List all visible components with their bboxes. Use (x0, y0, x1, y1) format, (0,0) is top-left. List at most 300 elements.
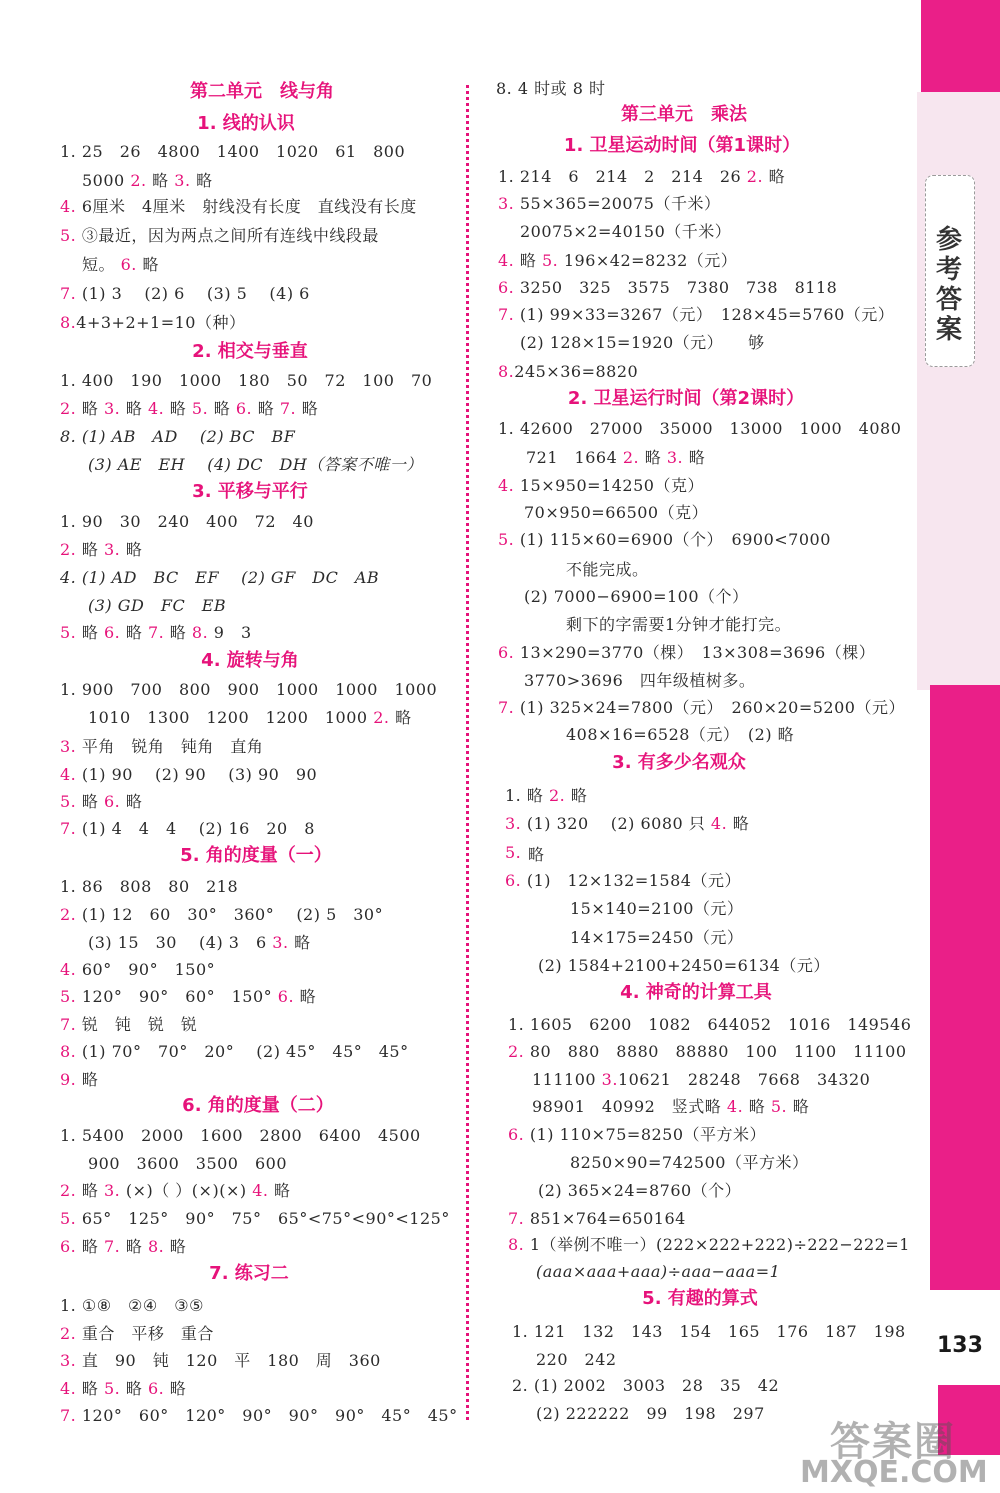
answer-line (566, 615, 791, 635)
answer-line (538, 956, 830, 976)
answer-line (60, 540, 142, 560)
answer-line (60, 568, 379, 588)
answer-line (512, 1322, 906, 1342)
section-title: 3. 有多少名观众 (612, 752, 746, 773)
answer-text: (1) 12×132=1584（元） (526, 871, 741, 890)
question-number: 6. (235, 399, 253, 418)
answer-text: 9 3 (213, 623, 252, 642)
question-number: 5. (60, 623, 77, 642)
answer-text: (2) 1584+2100+2450=6134（元） (538, 956, 830, 975)
answer-text: 65° 125° 90° 75° 65°<75°<90°<125° (81, 1209, 450, 1228)
answer-text: (1) 70° 70° 20° (2) 45° 45° 45° (81, 1042, 409, 1061)
question-number: 5. (60, 1209, 77, 1228)
answer-line (60, 1351, 381, 1371)
answer-line (570, 1153, 808, 1173)
answer-line (505, 843, 521, 863)
answer-text: 略 (125, 623, 143, 642)
answer-text: (2) 365×24=8760（个） (538, 1181, 742, 1200)
answer-line (60, 371, 432, 391)
answer-text: 220 242 (536, 1350, 617, 1369)
answer-line (60, 1209, 450, 1229)
answer-text: 略 (81, 1237, 99, 1256)
question-number: 3. (103, 399, 121, 418)
answer-text: 15×140=2100（元） (570, 899, 744, 918)
answer-line (496, 79, 605, 99)
side-tab-band-lower (930, 685, 1000, 1290)
page-number: 133 (937, 1333, 983, 1358)
answer-text: (1) 3 (2) 6 (3) 5 (4) 6 (81, 284, 310, 303)
answer-text: 1. (60, 512, 82, 531)
answer-line (60, 512, 314, 532)
answer-text: 略 (196, 171, 213, 190)
answer-line (508, 1125, 766, 1145)
answer-text: 120° 90° 60° 150° (81, 987, 273, 1006)
answer-text: 略 (274, 1181, 291, 1200)
answer-text: (3) AE EH (4) DC DH（答案不唯一） (88, 455, 423, 474)
answer-line (60, 1126, 421, 1146)
section-title: 4. 旋转与角 (201, 650, 299, 671)
question-number: 6. (508, 1125, 525, 1144)
answer-line (508, 1235, 910, 1255)
answer-text: 196×42=8232（元） (563, 251, 738, 270)
answer-line (528, 845, 545, 865)
answer-text: 直 90 钝 120 平 180 周 360 (81, 1351, 381, 1370)
answer-text: 略 (81, 792, 99, 811)
answer-text: (1) 99×33=3267（元） 128×45=5760（元） (519, 305, 895, 324)
answer-text: (1) 4 4 4 (2) 16 20 8 (81, 819, 315, 838)
question-number: 2. (548, 786, 566, 805)
question-number: 3. (272, 933, 289, 952)
question-number: 3. (103, 1181, 121, 1200)
answer-text: 1. (60, 680, 82, 699)
question-number: 3. (103, 540, 121, 559)
answer-line (505, 786, 587, 806)
answer-text: 4 时或 8 时 (517, 79, 606, 98)
answer-line (508, 1015, 911, 1035)
answer-text: 略 (570, 786, 588, 805)
question-number: 2. (60, 1324, 77, 1343)
question-number: 3. (60, 1351, 77, 1370)
section-title: 1. 卫星运动时间（第1课时） (563, 135, 801, 156)
answer-text: 6厘米 4厘米 射线没有长度 直线没有长度 (81, 197, 417, 216)
question-number: 3. (498, 194, 515, 213)
question-number: 2. (508, 1042, 525, 1061)
answer-text: 略 (125, 1237, 143, 1256)
question-number: 7. (103, 1237, 121, 1256)
answer-text: 721 1664 (526, 448, 618, 467)
answer-line (60, 737, 263, 757)
answer-text: 略 (169, 399, 187, 418)
answer-text: 略 (169, 1237, 187, 1256)
answer-text: 13×290=3770（棵） 13×308=3696（棵） (519, 643, 876, 662)
answer-text: 略 (169, 1379, 187, 1398)
answer-line (498, 362, 638, 382)
answer-text: 4. (60, 568, 82, 587)
question-number: 5. (541, 251, 559, 270)
answer-text: 5000 (82, 171, 125, 190)
answer-line (532, 1070, 870, 1090)
answer-text: (aaa×aaa+aaa)÷aaa−aaa=1 (536, 1262, 781, 1281)
answer-text: 略 (125, 1379, 143, 1398)
section-title: 6. 角的度量（二） (182, 1095, 334, 1116)
answer-line (520, 222, 731, 242)
question-number: 8. (60, 1042, 77, 1061)
section-title: 2. 相交与垂直 (192, 341, 308, 362)
side-tab-label: 参考答案 (935, 225, 962, 345)
question-number: 7. (498, 305, 515, 324)
question-number: 5. (60, 792, 77, 811)
section-title: 1. 线的认识 (197, 113, 295, 134)
question-number: 2. (60, 905, 77, 924)
answer-text: 1. (505, 786, 527, 805)
answer-line (88, 933, 311, 953)
question-number: 2. (130, 171, 147, 190)
answer-line (88, 708, 412, 728)
answer-text: 略 (528, 845, 545, 864)
question-number: 5. (60, 987, 77, 1006)
question-number: 9. (60, 1070, 77, 1089)
answer-text: 90 30 240 400 72 40 (81, 512, 314, 531)
answer-line (60, 877, 238, 897)
answer-text: 略 (526, 786, 544, 805)
answer-line (505, 871, 741, 891)
answer-text: 1. (60, 1296, 82, 1315)
answer-text: 42600 27000 35000 13000 1000 4080 (519, 419, 902, 438)
question-number: 2. (622, 448, 640, 467)
question-number: 7. (508, 1209, 525, 1228)
answer-text: 平角 锐角 钝角 直角 (81, 737, 264, 756)
answer-text: (1) 320 (2) 6080 只 (526, 814, 706, 833)
answer-line (566, 725, 794, 745)
answer-text: 245×36=8820 (514, 362, 639, 381)
answer-text: 1. (60, 1126, 82, 1145)
question-number: 2. (746, 167, 764, 186)
answer-text: 1. (512, 1322, 534, 1341)
question-number: 6. (147, 1379, 165, 1398)
answer-text: 略 (169, 623, 187, 642)
answer-text: 3770>3696 四年级植树多。 (524, 671, 756, 690)
question-number: 4. (147, 399, 165, 418)
answer-text: 略 (213, 399, 231, 418)
answer-text: 略 (125, 399, 143, 418)
answer-text: 略 (142, 255, 159, 274)
question-number: 5. (60, 226, 77, 245)
answer-line (60, 960, 215, 980)
answer-line (498, 167, 785, 187)
question-number: 4. (710, 814, 728, 833)
answer-text: 略 (81, 1181, 99, 1200)
answer-line (536, 1350, 617, 1370)
answer-text: 851×764=650164 (529, 1209, 686, 1228)
answer-line (60, 1324, 214, 1344)
answer-line (60, 765, 317, 785)
answer-line (60, 1237, 186, 1257)
answer-text: (2) 7000−6900=100（个） (524, 587, 749, 606)
answer-line (498, 419, 901, 439)
answer-line (60, 313, 245, 333)
question-number: 6. (120, 255, 137, 274)
answer-line (498, 476, 704, 496)
answer-line (60, 427, 295, 447)
answer-text: (1) 12 60 30° 360° (2) 5 30° (81, 905, 384, 924)
answer-text: 1（举例不唯一）(222×222+222)÷222−222=1 (529, 1235, 910, 1254)
answer-text: 略 (81, 1379, 99, 1398)
answer-text: 略 (748, 1097, 766, 1116)
answer-text: 900 3600 3500 600 (88, 1154, 288, 1173)
answer-text: 略 (299, 987, 317, 1006)
watermark-logo: 答案圈 (830, 1419, 956, 1465)
question-number: 6. (498, 643, 515, 662)
answer-line (60, 1070, 98, 1090)
answer-line (570, 899, 743, 919)
answer-text: 重合 平移 重合 (81, 1324, 214, 1343)
answer-text: 1. (498, 167, 520, 186)
question-number: 4. (726, 1097, 744, 1116)
answer-text: 1. (60, 371, 82, 390)
question-number: 8. (191, 623, 209, 642)
question-number: 4. (252, 1181, 269, 1200)
answer-text: 5400 2000 1600 2800 6400 4500 (81, 1126, 421, 1145)
unit-title: 第二单元 线与角 (190, 81, 334, 102)
answer-text: 短。 (82, 255, 116, 274)
answer-line (505, 814, 749, 834)
question-number: 6. (277, 987, 295, 1006)
answer-line (524, 587, 749, 607)
question-number: 7. (498, 698, 515, 717)
question-number: 6. (103, 623, 121, 642)
answer-text: 98901 40992 竖式略 (532, 1097, 722, 1116)
question-number: 7. (60, 284, 77, 303)
question-number: 6. (60, 1237, 77, 1256)
answer-text: 8250×90=742500（平方米） (570, 1153, 809, 1172)
answer-text: (1) 2002 3003 28 35 42 (533, 1376, 780, 1395)
question-number: 3. (60, 737, 77, 756)
answer-text: (2) 128×15=1920（元） 够 (520, 333, 765, 352)
answer-text: 1. (60, 142, 82, 161)
question-number: 8. (508, 1235, 525, 1254)
answer-text: 1010 1300 1200 1200 1000 (88, 708, 368, 727)
answer-text: 略 (152, 171, 169, 190)
question-number: 5. (498, 530, 515, 549)
answer-line (60, 1406, 458, 1426)
question-number: 6. (498, 278, 515, 297)
question-number: 3. (601, 1070, 618, 1089)
answer-line (60, 905, 383, 925)
answer-text: (2) 222222 99 198 297 (536, 1404, 765, 1423)
answer-text: (1) AB AD (2) BC BF (81, 427, 296, 446)
question-number: 5. (505, 843, 522, 862)
question-number: 7. (60, 819, 77, 838)
question-number: 4. (60, 1379, 77, 1398)
answer-text: 略 (519, 251, 537, 270)
answer-text: 2. (512, 1376, 534, 1395)
answer-line (538, 1181, 741, 1201)
answer-line (498, 698, 905, 718)
answer-line (508, 1042, 907, 1062)
answer-text: (3) GD FC EB (88, 596, 227, 615)
answer-line (88, 1154, 287, 1174)
answer-line (60, 680, 437, 700)
question-number: 2. (60, 540, 77, 559)
answer-text: 120° 60° 120° 90° 90° 90° 45° 45° (81, 1406, 458, 1425)
answer-line (524, 503, 708, 523)
answer-line (526, 448, 705, 468)
answer-text: 略 (688, 448, 706, 467)
question-number: 8. (60, 313, 77, 332)
answer-line (82, 171, 213, 191)
answer-text: 略 (792, 1097, 810, 1116)
answer-text: 1. (60, 877, 82, 896)
answer-text: 略 (81, 1070, 99, 1089)
answer-line (570, 928, 743, 948)
section-title: 7. 练习二 (209, 1263, 289, 1284)
question-number: 5. (103, 1379, 121, 1398)
answer-text: 锐 钝 锐 锐 (81, 1015, 198, 1034)
answer-line (536, 1404, 765, 1424)
question-number: 7. (147, 623, 165, 642)
answer-text: 剩下的字需要1分钟才能打完。 (566, 615, 792, 634)
question-number: 4. (498, 251, 515, 270)
answer-line (498, 305, 894, 325)
answer-text: 1605 6200 1082 644052 1016 149546 (529, 1015, 912, 1034)
question-number: 4. (60, 197, 77, 216)
answer-line (498, 530, 831, 550)
answer-text: (×)（ ）(×)(×) (125, 1181, 247, 1200)
answer-line (60, 226, 379, 246)
question-number: 7. (279, 399, 297, 418)
section-title: 5. 角的度量（一） (180, 845, 332, 866)
question-number: 2. (60, 399, 77, 418)
answer-line (88, 455, 423, 475)
answer-text: (1) 325×24=7800（元） 260×20=5200（元） (519, 698, 905, 717)
answer-line (60, 819, 315, 839)
question-number: 5. (770, 1097, 788, 1116)
answer-line (498, 643, 875, 663)
answer-text: ①⑧ ②④ ③⑤ (81, 1296, 204, 1315)
question-number: 5. (191, 399, 209, 418)
answer-line (60, 987, 316, 1007)
question-number: 2. (60, 1181, 77, 1200)
answer-text: 略 (257, 399, 275, 418)
answer-text: 15×950=14250（克） (519, 476, 704, 495)
answer-text: 3250 325 3575 7380 738 8118 (519, 278, 838, 297)
answer-line (498, 278, 837, 298)
answer-text: (1) AD BC EF (2) GF DC AB (81, 568, 380, 587)
answer-line (536, 1262, 780, 1282)
answer-line (60, 1296, 204, 1316)
answer-text: 10621 28248 7668 34320 (617, 1070, 871, 1089)
answer-text: 408×16=6528（元） (2) 略 (566, 725, 795, 744)
answer-text: 111100 (532, 1070, 597, 1089)
unit-title: 第三单元 乘法 (621, 104, 747, 125)
question-number: 7. (60, 1406, 77, 1425)
answer-text: 80 880 8880 88880 100 1100 11100 (529, 1042, 907, 1061)
answer-text: 略 (125, 792, 143, 811)
answer-text: 略 (81, 623, 99, 642)
answer-line (60, 1042, 409, 1062)
answer-text: 55×365=20075（千米） (519, 194, 721, 213)
answer-line (520, 333, 765, 353)
answer-text: 略 (644, 448, 662, 467)
answer-line (60, 623, 252, 643)
question-number: 4. (498, 476, 515, 495)
question-number: 3. (505, 814, 522, 833)
answer-text: 20075×2=40150（千米） (520, 222, 732, 241)
question-number: 6. (103, 792, 121, 811)
section-title: 5. 有趣的算式 (642, 1288, 758, 1309)
answer-line (498, 251, 737, 271)
answer-text: 略 (768, 167, 786, 186)
answer-text: ③最近，因为两点之间所有连线中线段最 (81, 226, 379, 245)
answer-text: 略 (301, 399, 319, 418)
answer-text: 25 26 4800 1400 1020 61 800 (81, 142, 406, 161)
answer-text: 1. (498, 419, 520, 438)
answer-line (82, 255, 159, 275)
question-number: 6. (505, 871, 522, 890)
question-number: 2. (373, 708, 390, 727)
answer-line (60, 1379, 186, 1399)
answer-text: 不能完成。 (566, 560, 649, 579)
answer-line (60, 1181, 291, 1201)
question-number: 7. (60, 1015, 77, 1034)
answer-line (60, 399, 318, 419)
question-number: 4. (60, 765, 77, 784)
answer-text: 400 190 1000 180 50 72 100 70 (81, 371, 433, 390)
answer-text: 86 808 80 218 (81, 877, 239, 896)
answer-line (498, 194, 720, 214)
answer-text: 略 (395, 708, 412, 727)
answer-text: 略 (81, 540, 99, 559)
answer-line (60, 284, 310, 304)
answer-line (532, 1097, 809, 1117)
answer-line (60, 142, 405, 162)
answer-line (566, 560, 649, 580)
section-title: 4. 神奇的计算工具 (620, 982, 772, 1003)
answer-text: 略 (81, 399, 99, 418)
answer-line (60, 792, 142, 812)
answer-line (88, 596, 226, 616)
answer-text: 900 700 800 900 1000 1000 1000 (81, 680, 438, 699)
answer-text: (3) 15 30 (4) 3 6 (88, 933, 267, 952)
answer-text: (1) 90 (2) 90 (3) 90 90 (81, 765, 318, 784)
answer-text: 略 (125, 540, 143, 559)
column-divider (466, 85, 469, 1420)
answer-text: 70×950=66500（克） (524, 503, 709, 522)
question-number: 8. (498, 362, 515, 381)
question-number: 3. (174, 171, 191, 190)
answer-text: 略 (732, 814, 750, 833)
answer-line (508, 1209, 686, 1229)
answer-text: 121 132 143 154 165 176 187 198 (533, 1322, 906, 1341)
answer-text: 8. (496, 79, 518, 98)
answer-line (524, 671, 755, 691)
answer-text: 214 6 214 2 214 26 (519, 167, 742, 186)
answer-text: (1) 115×60=6900（个） 6900<7000 (519, 530, 831, 549)
answer-line (60, 197, 417, 217)
question-number: 3. (666, 448, 684, 467)
answer-line (512, 1376, 779, 1396)
answer-text: (1) 110×75=8250（平方米） (529, 1125, 767, 1144)
answer-text: 4+3+2+1=10（种） (76, 313, 246, 332)
section-title: 2. 卫星运行时间（第2课时） (567, 388, 805, 409)
answer-line (60, 1015, 197, 1035)
answer-text: 8. (60, 427, 82, 446)
question-number: 8. (147, 1237, 165, 1256)
answer-text: 14×175=2450（元） (570, 928, 744, 947)
question-number: 4. (60, 960, 77, 979)
watermark-url: MXQE.COM (800, 1455, 988, 1490)
answer-text: 略 (294, 933, 311, 952)
